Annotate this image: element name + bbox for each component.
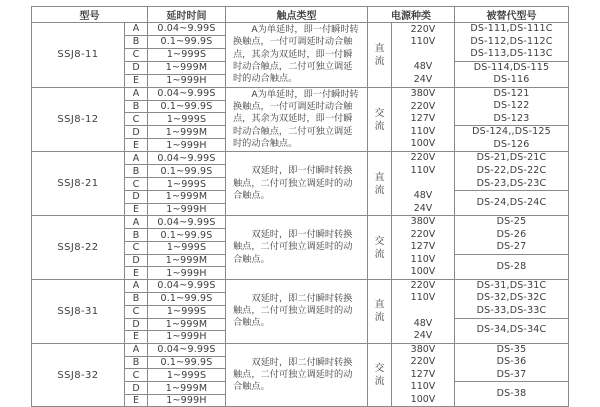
delay-range-cell: 0.1~99.9S	[148, 165, 226, 178]
voltage-line: 48V	[413, 317, 433, 329]
variant-letter-cell: E	[125, 394, 148, 407]
model-cell: SSJ8-32	[32, 343, 125, 407]
delay-range-cell: 1~999H	[148, 394, 226, 407]
contact-type-text: 双延时，即二付瞬时转换触点，二付可独立调延时的动合触点。	[233, 356, 353, 393]
replaced-model-line: DS-28	[496, 260, 527, 272]
table-row	[32, 87, 569, 100]
voltage-cell	[392, 23, 455, 88]
variant-letter-cell: A	[125, 279, 148, 292]
power-kind-cell	[368, 279, 392, 343]
variant-letter-cell: C	[125, 241, 148, 254]
voltage-line: 110V	[410, 36, 436, 48]
variant-letter-cell: E	[125, 74, 148, 87]
variant-letter-cell: D	[125, 126, 148, 139]
replaced-model-line: DS-32,DS-32C	[476, 292, 547, 304]
voltage-line: 220V	[410, 152, 436, 164]
replaced-model-line: DS-27	[496, 241, 527, 253]
variant-letter-cell: C	[125, 113, 148, 126]
voltage-line: 110V	[410, 165, 436, 177]
header-power-kind: 电源种类	[368, 7, 455, 23]
power-kind-cell	[368, 23, 392, 88]
table-row	[32, 152, 569, 165]
voltage-cell	[392, 216, 455, 280]
model-cell: SSJ8-22	[32, 216, 125, 280]
voltage-line: 100V	[410, 266, 436, 278]
table-header	[32, 7, 569, 23]
variant-letter-cell: D	[125, 318, 148, 331]
power-kind-char: 流	[374, 120, 385, 132]
power-kind-char: 直	[374, 299, 385, 311]
replaced-model-line: DS-36	[496, 356, 527, 368]
power-kind-cell	[368, 87, 392, 152]
replaced-model-line: DS-24,DS-24C	[476, 196, 547, 208]
power-kind-char: 流	[374, 184, 385, 196]
delay-range-cell: 1~999M	[148, 191, 226, 204]
delay-range-cell: 0.04~9.99S	[148, 216, 226, 229]
delay-range-cell: 0.04~9.99S	[148, 343, 226, 356]
variant-letter-cell: B	[125, 100, 148, 113]
variant-letter-cell: D	[125, 191, 148, 204]
delay-range-cell: 0.04~9.99S	[148, 152, 226, 165]
contact-type-text: A为单延时，即一付瞬时转换触点，一付可调延时动合触点，其余为双延时，即一付瞬时动合触点，二付可独立调延时的动合触点。	[233, 88, 359, 150]
variant-letter-cell: D	[125, 382, 148, 395]
power-kind-cell	[368, 152, 392, 216]
replaced-model-line: DS-35	[496, 343, 527, 355]
voltage-line: 380V	[410, 88, 436, 100]
variant-letter-cell: E	[125, 203, 148, 216]
voltage-line: 48V	[413, 190, 433, 202]
contact-type-cell	[226, 343, 368, 407]
voltage-cell	[392, 152, 455, 216]
variant-letter-cell: B	[125, 35, 148, 48]
power-kind-char: 交	[374, 363, 385, 375]
voltage-line: 220V	[410, 228, 436, 240]
replaced-model-line: DS-31,DS-31C	[476, 279, 547, 291]
contact-type-text: A为单延时，即一付瞬时转换触点，一付可调延时动合触点，其余为双延时，即一付瞬时动合触点，二付可独立调延时的动合触点。	[233, 24, 359, 85]
voltage-line: 380V	[410, 216, 436, 228]
delay-range-cell: 1~999S	[148, 369, 226, 382]
variant-letter-cell: E	[125, 267, 148, 280]
voltage-line: 24V	[413, 202, 433, 214]
delay-range-cell: 1~999M	[148, 318, 226, 331]
replaced-model-cell	[455, 279, 569, 318]
replaced-model-cell	[455, 191, 569, 216]
replaced-model-line: DS-23,DS-23C	[476, 177, 547, 189]
power-kind-char: 流	[374, 312, 385, 324]
voltage-line	[392, 305, 454, 318]
voltage-line: 24V	[413, 330, 433, 342]
voltage-line: 127V	[410, 113, 436, 125]
voltage-line	[392, 178, 454, 191]
variant-letter-cell: A	[125, 87, 148, 100]
delay-range-cell: 0.04~9.99S	[148, 87, 226, 100]
replaced-model-cell	[455, 126, 569, 152]
power-kind-cell	[368, 343, 392, 407]
replaced-model-line: DS-22,DS-22C	[476, 165, 547, 177]
delay-range-cell: 0.1~99.9S	[148, 100, 226, 113]
variant-letter-cell: B	[125, 165, 148, 178]
power-kind-char: 直	[374, 42, 385, 54]
variant-letter-cell: E	[125, 331, 148, 344]
voltage-line: 220V	[410, 279, 436, 291]
replaced-model-cell	[455, 87, 569, 126]
variant-letter-cell: A	[125, 343, 148, 356]
contact-type-text: 双延时，即一付瞬时转换触点，二付可独立调延时的动合触点。	[233, 229, 353, 265]
delay-range-cell: 0.04~9.99S	[148, 23, 226, 36]
delay-range-cell: 1~999H	[148, 74, 226, 87]
delay-range-cell: 1~999H	[148, 267, 226, 280]
delay-range-cell: 1~999S	[148, 113, 226, 126]
voltage-line: 220V	[410, 23, 436, 35]
variant-letter-cell: E	[125, 139, 148, 152]
header-row	[32, 7, 569, 23]
variant-letter-cell: A	[125, 216, 148, 229]
header-delay-time: 延时时间	[148, 7, 226, 23]
variant-letter-cell: D	[125, 61, 148, 74]
replaced-model-line: DS-111,DS-111C	[470, 23, 553, 34]
contact-type-cell	[226, 23, 368, 88]
replaced-model-line: DS-122	[493, 100, 530, 112]
table-row	[32, 343, 569, 356]
replaced-model-line: DS-116	[493, 74, 530, 86]
voltage-line: 48V	[413, 61, 433, 73]
model-cell: SSJ8-21	[32, 152, 125, 216]
variant-letter-cell: C	[125, 178, 148, 191]
contact-type-cell	[226, 216, 368, 280]
delay-range-cell: 0.1~99.9S	[148, 35, 226, 48]
voltage-line: 220V	[410, 100, 436, 112]
replaced-model-line: DS-112,DS-112C	[470, 35, 553, 47]
power-kind-char: 交	[374, 235, 385, 247]
replaced-model-cell	[455, 216, 569, 255]
voltage-line: 220V	[410, 356, 436, 368]
replaced-model-line: DS-113,DS-113C	[470, 48, 553, 60]
delay-range-cell: 1~999S	[148, 241, 226, 254]
replaced-model-cell	[455, 152, 569, 191]
voltage-cell	[392, 343, 455, 407]
replaced-model-line: DS-26	[496, 228, 527, 240]
contact-type-cell	[226, 87, 368, 152]
delay-range-cell: 1~999M	[148, 126, 226, 139]
voltage-line: 127V	[410, 241, 436, 253]
table-row	[32, 279, 569, 292]
contact-type-cell	[226, 152, 368, 216]
variant-letter-cell: A	[125, 152, 148, 165]
header-model: 型号	[32, 7, 148, 23]
replaced-model-line: DS-114,DS-115	[473, 61, 550, 73]
model-cell: SSJ8-31	[32, 279, 125, 343]
variant-letter-cell: C	[125, 369, 148, 382]
delay-range-cell: 0.04~9.99S	[148, 279, 226, 292]
replaced-model-line: DS-25	[496, 216, 527, 228]
variant-letter-cell: B	[125, 292, 148, 305]
voltage-line: 380V	[410, 343, 436, 355]
replaced-model-line: DS-126	[493, 138, 530, 150]
table-row	[32, 23, 569, 36]
replaced-model-line: DS-124,,DS-125	[472, 126, 551, 138]
delay-range-cell: 0.1~99.9S	[148, 292, 226, 305]
delay-range-cell: 1~999M	[148, 61, 226, 74]
delay-range-cell: 1~999H	[148, 203, 226, 216]
power-kind-char: 流	[374, 248, 385, 260]
delay-range-cell: 0.1~99.9S	[148, 356, 226, 369]
replaced-model-line: DS-123	[493, 112, 530, 124]
variant-letter-cell: B	[125, 356, 148, 369]
spec-table	[31, 6, 569, 407]
voltage-line: 110V	[410, 253, 436, 265]
table-body	[32, 23, 569, 407]
delay-range-cell: 1~999H	[148, 139, 226, 152]
power-kind-char: 流	[374, 55, 385, 67]
delay-range-cell: 1~999S	[148, 305, 226, 318]
replaced-model-line: DS-121	[493, 87, 530, 99]
delay-range-cell: 1~999S	[148, 178, 226, 191]
model-cell: SSJ8-11	[32, 23, 125, 88]
power-kind-cell	[368, 216, 392, 280]
contact-type-text: 双延时，即一付瞬时转换触点，二付可独立调延时的动合触点。	[233, 165, 353, 201]
replaced-model-cell	[455, 254, 569, 279]
variant-letter-cell: C	[125, 48, 148, 61]
variant-letter-cell: B	[125, 229, 148, 242]
variant-letter-cell: A	[125, 23, 148, 36]
replaced-model-cell	[455, 343, 569, 382]
voltage-line: 24V	[413, 73, 433, 85]
voltage-line: 110V	[410, 125, 436, 137]
voltage-cell	[392, 279, 455, 343]
replaced-model-line: DS-34,DS-34C	[476, 324, 547, 336]
variant-letter-cell: C	[125, 305, 148, 318]
table-row	[32, 216, 569, 229]
delay-range-cell: 1~999H	[148, 331, 226, 344]
voltage-line	[392, 49, 454, 62]
power-kind-char: 交	[374, 107, 385, 119]
header-contact-type: 触点类型	[226, 7, 368, 23]
voltage-line: 100V	[410, 138, 436, 150]
power-kind-char: 流	[374, 376, 385, 388]
replaced-model-cell	[455, 382, 569, 407]
voltage-line: 100V	[410, 393, 436, 405]
voltage-line: 127V	[410, 368, 436, 380]
delay-range-cell: 1~999M	[148, 254, 226, 267]
variant-letter-cell: D	[125, 254, 148, 267]
power-kind-char: 直	[374, 171, 385, 183]
delay-range-cell: 1~999M	[148, 382, 226, 395]
replaced-model-line: DS-21,DS-21C	[476, 152, 547, 164]
delay-range-cell: 1~999S	[148, 48, 226, 61]
replaced-model-line: DS-38	[496, 388, 527, 400]
replaced-model-line: DS-37	[496, 368, 527, 380]
voltage-cell	[392, 87, 455, 152]
contact-type-cell	[226, 279, 368, 343]
replaced-model-line: DS-33,DS-33C	[476, 305, 547, 317]
replaced-model-cell	[455, 61, 569, 87]
replaced-model-cell	[455, 318, 569, 343]
header-replaced-model: 被替代型号	[455, 7, 569, 23]
replaced-model-cell	[455, 23, 569, 62]
model-cell: SSJ8-12	[32, 87, 125, 152]
contact-type-text: 双延时，即二付瞬时转换触点，二付可独立调延时的动合触点。	[233, 292, 353, 329]
voltage-line: 110V	[410, 381, 436, 393]
voltage-line: 110V	[410, 292, 436, 304]
delay-range-cell: 0.1~99.9S	[148, 229, 226, 242]
